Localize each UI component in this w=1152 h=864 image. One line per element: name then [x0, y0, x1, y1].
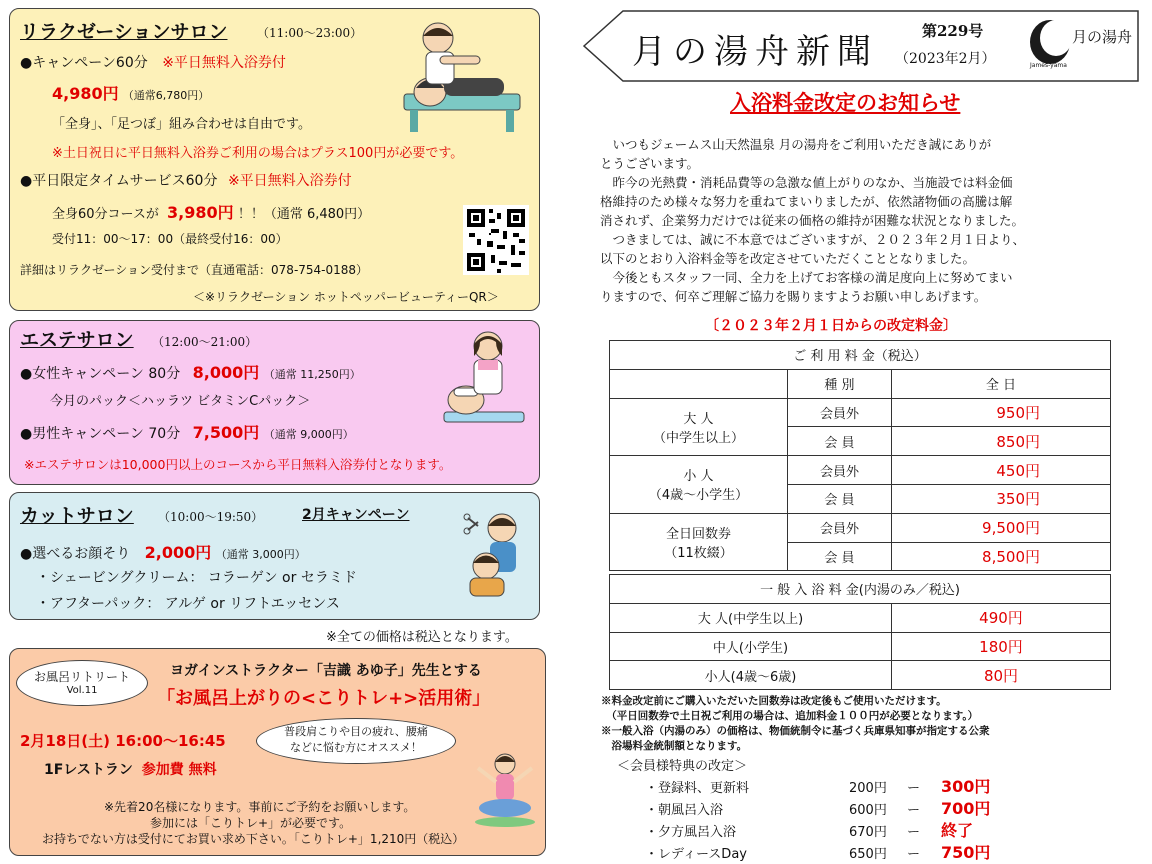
cut-item-2: ・アフターパック： アルゲ or リフトエッセンス: [36, 596, 340, 612]
cut-campaign-title: 2月キャンペーン: [302, 507, 410, 523]
este-note: ※エステサロンは10,000円以上のコースから平日無料入浴券付となります。: [24, 457, 452, 472]
table-row: 会 員 850円: [610, 427, 1111, 456]
group-label: 全日回数券 （11枚綴）: [610, 513, 788, 571]
relax-details: 詳細はリラクゼーション受付まで（直通電話：078-754-0188）: [20, 263, 369, 277]
retreat-headline: 「お風呂上がりの<こりトレ+>活用術」: [157, 688, 491, 709]
cut-hours: （10:00〜19:50）: [158, 510, 264, 524]
facial-treatment-illustration-icon: [440, 328, 528, 428]
retreat-place: 1Fレストラン 参加費 無料: [44, 762, 217, 778]
qr-code-icon: [463, 205, 529, 275]
retreat-date: 2月18日(土) 16:00〜16:45: [20, 732, 226, 750]
group-label: 大 人 （中学生以上）: [610, 398, 788, 456]
member-title: ＜会員様特典の改定＞: [617, 759, 748, 774]
fee-table-header: ご 利 用 料 金（税込）: [610, 341, 1111, 370]
list-item: ・朝風呂入浴 600円 ー 700円: [645, 799, 991, 818]
yoga-illustration-icon: [472, 752, 538, 828]
member-list: [645, 774, 1045, 862]
fee-notes: ※料金改定前にご購入いただいた回数券は改定後もご使用いただけます。 （平日回数券で土日祝ご利用の場合は、追加料金１００円が必要となります。） ※一般入浴（内湯のみ）の価格は、物価統制令に基づく兵庫県知事が指定する公衆 浴場料金統制額となります。: [601, 695, 990, 752]
list-item: ・登録料、更新料 200円 ー 300円: [645, 777, 991, 796]
relax-title: リラクゼーションサロン: [20, 21, 228, 43]
table-row: 中人(小学生) 180円: [610, 632, 1111, 661]
tax-note: ※全ての価格は税込となります。: [326, 630, 518, 645]
relax-combo: 「全身」、「足つぼ」組み合わせは自由です。: [52, 117, 311, 132]
barber-illustration-icon: [462, 508, 528, 598]
list-item: ・夕方風呂入浴 670円 ー 終了: [645, 821, 974, 840]
relax-hours: （11:00〜23:00）: [257, 26, 363, 40]
relax-reception: 受付11：00〜17：00（最終受付16：00）: [52, 232, 288, 246]
col-allday: 全 日: [892, 369, 1111, 398]
relax-weekend-note: ※土日祝日に平日無料入浴券ご利用の場合はプラス100円が必要です。: [52, 146, 464, 161]
table-row: 全日回数券 （11枚綴） 会員外 9,500円: [610, 513, 1111, 542]
table-row: 会 員 8,500円: [610, 542, 1111, 571]
list-item: ・レディースDay 650円 ー 750円: [645, 843, 991, 862]
relax-campaign: ●キャンペーン60分 ※平日無料入浴券付: [20, 55, 286, 71]
fee-table: [609, 340, 1111, 571]
issue-date: （2023年2月）: [895, 51, 996, 67]
retreat-badge: お風呂リトリート Vol.11: [16, 660, 148, 706]
table-row: [610, 575, 1111, 604]
table-row: 大 人(中学生以上) 490円: [610, 603, 1111, 632]
retreat-note-3: お持ちでない方は受付にてお買い求め下さい。「こりトレ+」1,210円（税込）: [42, 832, 465, 846]
este-hours: （12:00〜21:00）: [152, 335, 258, 349]
general-fee-table: [609, 574, 1111, 690]
group-label: 小 人 （4歳〜小学生）: [610, 456, 788, 514]
retreat-instructor: ヨガインストラクター「吉識 あゆ子」先生とする: [170, 663, 482, 679]
revised-label: 〔２０２３年２月１日からの改定料金〕: [705, 318, 957, 334]
este-title: エステサロン: [20, 329, 134, 351]
relax-course: 全身60分コースが 3,980円 ！！（通常 6,480円）: [52, 203, 371, 222]
retreat-note-1: ※先着20名様になります。事前にご予約をお願いします。: [104, 800, 416, 814]
table-row: 小 人 （4歳〜小学生） 会員外 450円: [610, 456, 1111, 485]
massage-illustration-icon: [400, 16, 524, 134]
issue-number: 第229号: [922, 22, 984, 40]
este-male-campaign: ●男性キャンペーン 70分 7,500円 （通常 9,000円）: [20, 423, 354, 442]
retreat-note-2: 参加には「こりトレ+」が必要です。: [150, 816, 352, 830]
table-row: 小人(4歳〜6歳) 80円: [610, 661, 1111, 690]
cut-shave: ●選べるお顔そり 2,000円 （通常 3,000円）: [20, 543, 306, 562]
cut-item-1: ・シェービングクリーム： コラーゲン or セラミド: [36, 570, 357, 586]
general-table-header: 一 般 入 浴 料 金(内湯のみ／税込): [610, 575, 1111, 604]
cut-title: カットサロン: [20, 505, 134, 527]
table-row: 大 人 （中学生以上） 会員外 950円: [610, 398, 1111, 427]
relax-price: 4,980円 （通常6,780円）: [52, 84, 210, 103]
table-row: 会 員 350円: [610, 484, 1111, 513]
table-row: [610, 341, 1111, 370]
notice-body: いつもジェームス山天然温泉 月の湯舟をご利用いただき誠にありが とうございます。 昨今の光熱費・消耗品費等の急激な値上がりのなか、当施設では料金価 格維持のため様々な努力を重ねてまいりましたが、依然諸物価の高騰は解 消されず、企業努力だけでは従来の価格の維持が困難な状況となりました。 つきましては、誠に不本意ではございますが、２０２３年２月１日より、 以下のとおり入浴料金等を改定させていただくこととなりました。 今後ともスタッフ一同、全力を上げてお客様の満足度向上に努めてまい りますので、何卒ご理解ご協力を賜りますようお願い申しあげます。: [600, 137, 1026, 304]
retreat-bubble: 普段肩こりや目の疲れ、腰痛などに悩む方にオススメ！: [256, 718, 456, 764]
este-pack: 今月のパック＜ハッラツ ビタミンCパック＞: [50, 394, 311, 409]
relax-timeservice: ●平日限定タイムサービス60分 ※平日無料入浴券付: [20, 173, 352, 189]
newspaper-title: 月の湯舟新聞: [632, 32, 878, 72]
notice-title: 入浴料金改定のお知らせ: [730, 90, 961, 115]
relax-qr-caption: ＜※リラクゼーション ホットペッパービューティーQR＞: [193, 290, 499, 304]
brand-logo: 月の湯舟 James-yama: [1026, 16, 1134, 76]
table-row: [610, 369, 1111, 398]
este-female-campaign: ●女性キャンペーン 80分 8,000円 （通常 11,250円）: [20, 363, 361, 382]
col-type: 種 別: [788, 369, 892, 398]
